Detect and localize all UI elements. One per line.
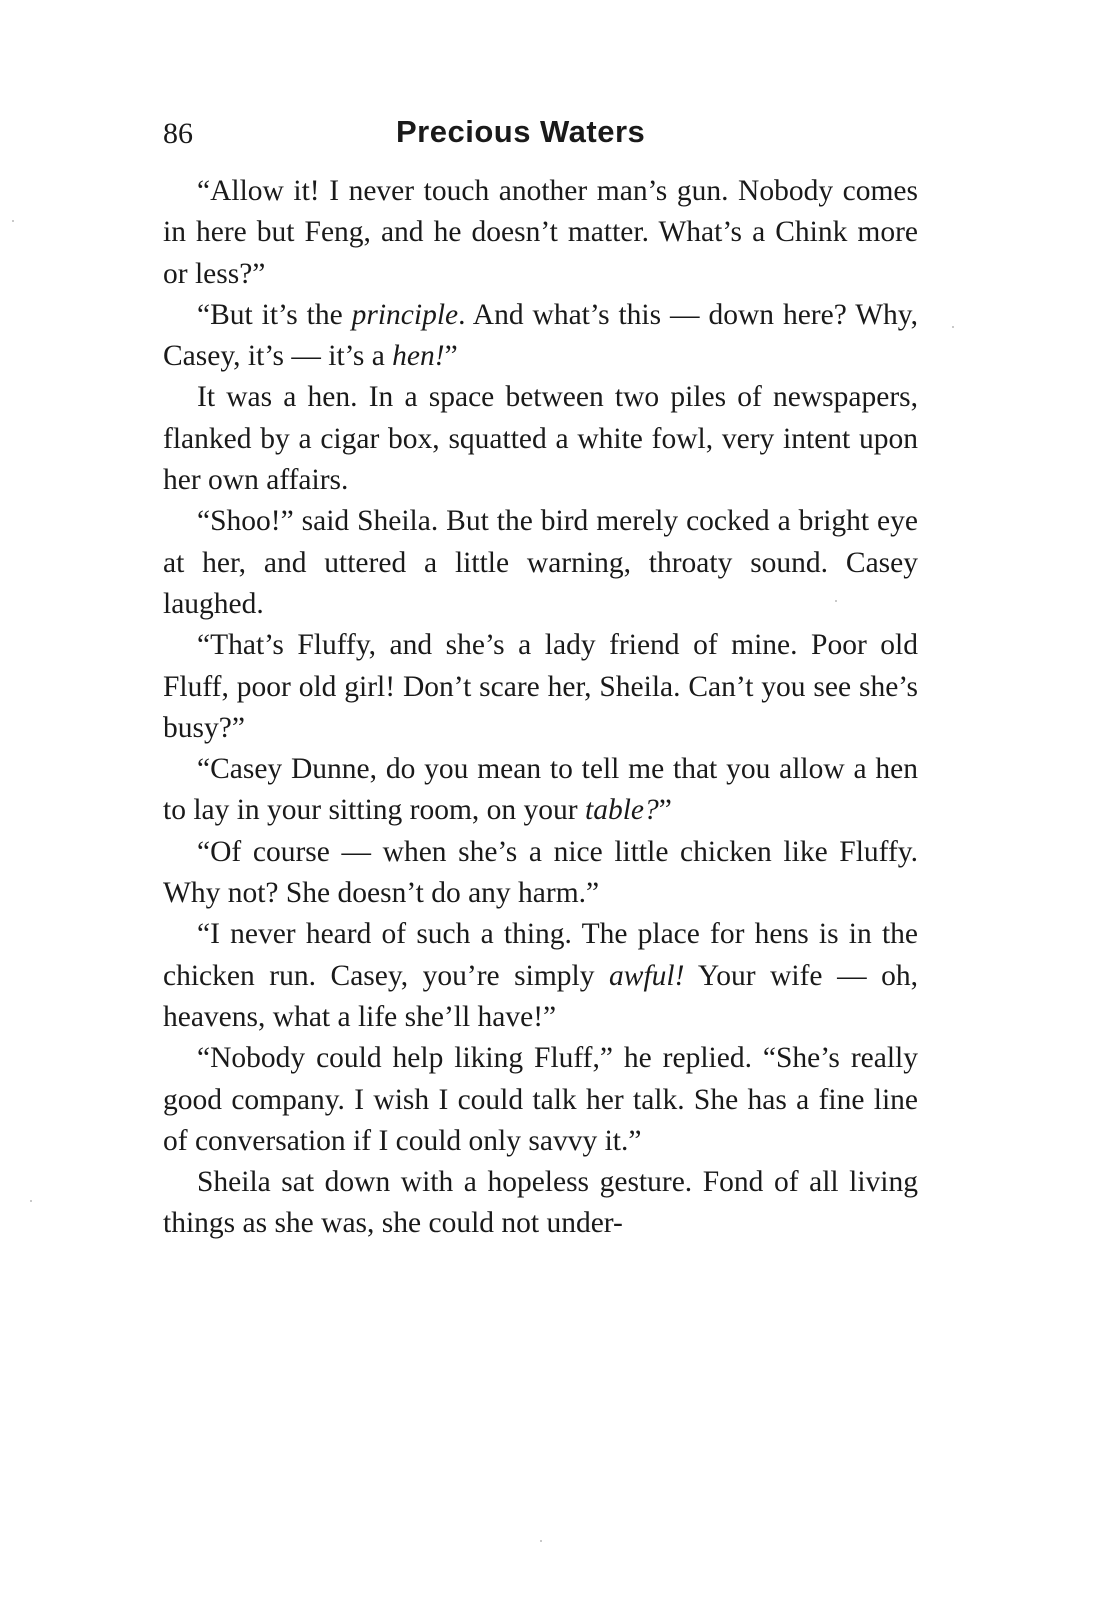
italic-emphasis: awful! — [609, 959, 685, 992]
italic-emphasis: table? — [585, 794, 659, 827]
paragraph — [163, 1162, 918, 1245]
paragraph-text: “That’s Fluffy, and she’s a lady friend of mine. Poor old Fluff, poor old girl! Don’t scare her, Sheila. Can’t you see she’s busy?” — [163, 629, 918, 744]
paragraph — [163, 171, 918, 295]
paragraph-text: . And what’s this — down here? Why, Casey, it’s — it’s a — [163, 298, 918, 373]
paragraph — [163, 501, 918, 625]
paragraph — [163, 625, 918, 749]
paragraph-text: “Nobody could help liking Fluff,” he replied. “She’s really good company. I wish I could talk her talk. She has a fine line of conversation if I could only savvy it.” — [163, 1042, 918, 1157]
running-title: Precious Waters — [396, 114, 646, 149]
scan-speck — [835, 600, 837, 602]
paragraph-text: ” — [658, 794, 672, 827]
paragraph — [163, 832, 918, 915]
paragraph-text: “Casey Dunne, do you mean to tell me that you allow a hen to lay in your sitting room, on your — [163, 753, 918, 827]
paragraph-text: It was a hen. In a space between two piles of newspapers, flanked by a cigar box, squatted a white fowl, very intent upon her own affairs. — [163, 381, 918, 497]
paragraph-text: Your wife — oh, heavens, what a life she’ll have!” — [163, 959, 918, 1033]
scan-speck — [12, 220, 14, 222]
paragraph — [163, 295, 918, 378]
paragraph-text: “But it’s the — [197, 298, 352, 331]
italic-emphasis: hen! — [392, 340, 445, 373]
paragraph-text: “I never heard of such a thing. The place for hens is in the chicken run. Casey, you’re simply — [163, 918, 918, 992]
paragraph-text: “Allow it! I never touch another man’s gun. Nobody comes in here but Feng, and he doesn’t matter. What’s a Chink more or less?” — [163, 175, 918, 290]
page-header — [163, 108, 918, 160]
paragraph — [163, 1038, 918, 1162]
scan-speck — [30, 1200, 32, 1202]
paragraph — [163, 749, 918, 832]
scan-speck — [952, 326, 954, 328]
paragraph — [163, 377, 918, 501]
paragraph-text: “Shoo!” said Sheila. But the bird merely cocked a bright eye at her, and uttered a little warning, throaty sound. Casey laughed. — [163, 505, 918, 620]
paragraph-text: “Of course — when she’s a nice little chicken like Fluffy. Why not? She doesn’t do any harm.” — [163, 835, 918, 910]
page-number: 86 — [163, 117, 193, 150]
paragraph-text: ” — [444, 340, 458, 373]
body-text — [163, 171, 918, 1245]
scan-speck — [540, 1540, 542, 1542]
paragraph — [163, 914, 918, 1038]
paragraph-text: Sheila sat down with a hopeless gesture. Fond of all living things as she was, she could not under- — [163, 1166, 918, 1240]
italic-emphasis: principle — [351, 298, 459, 331]
